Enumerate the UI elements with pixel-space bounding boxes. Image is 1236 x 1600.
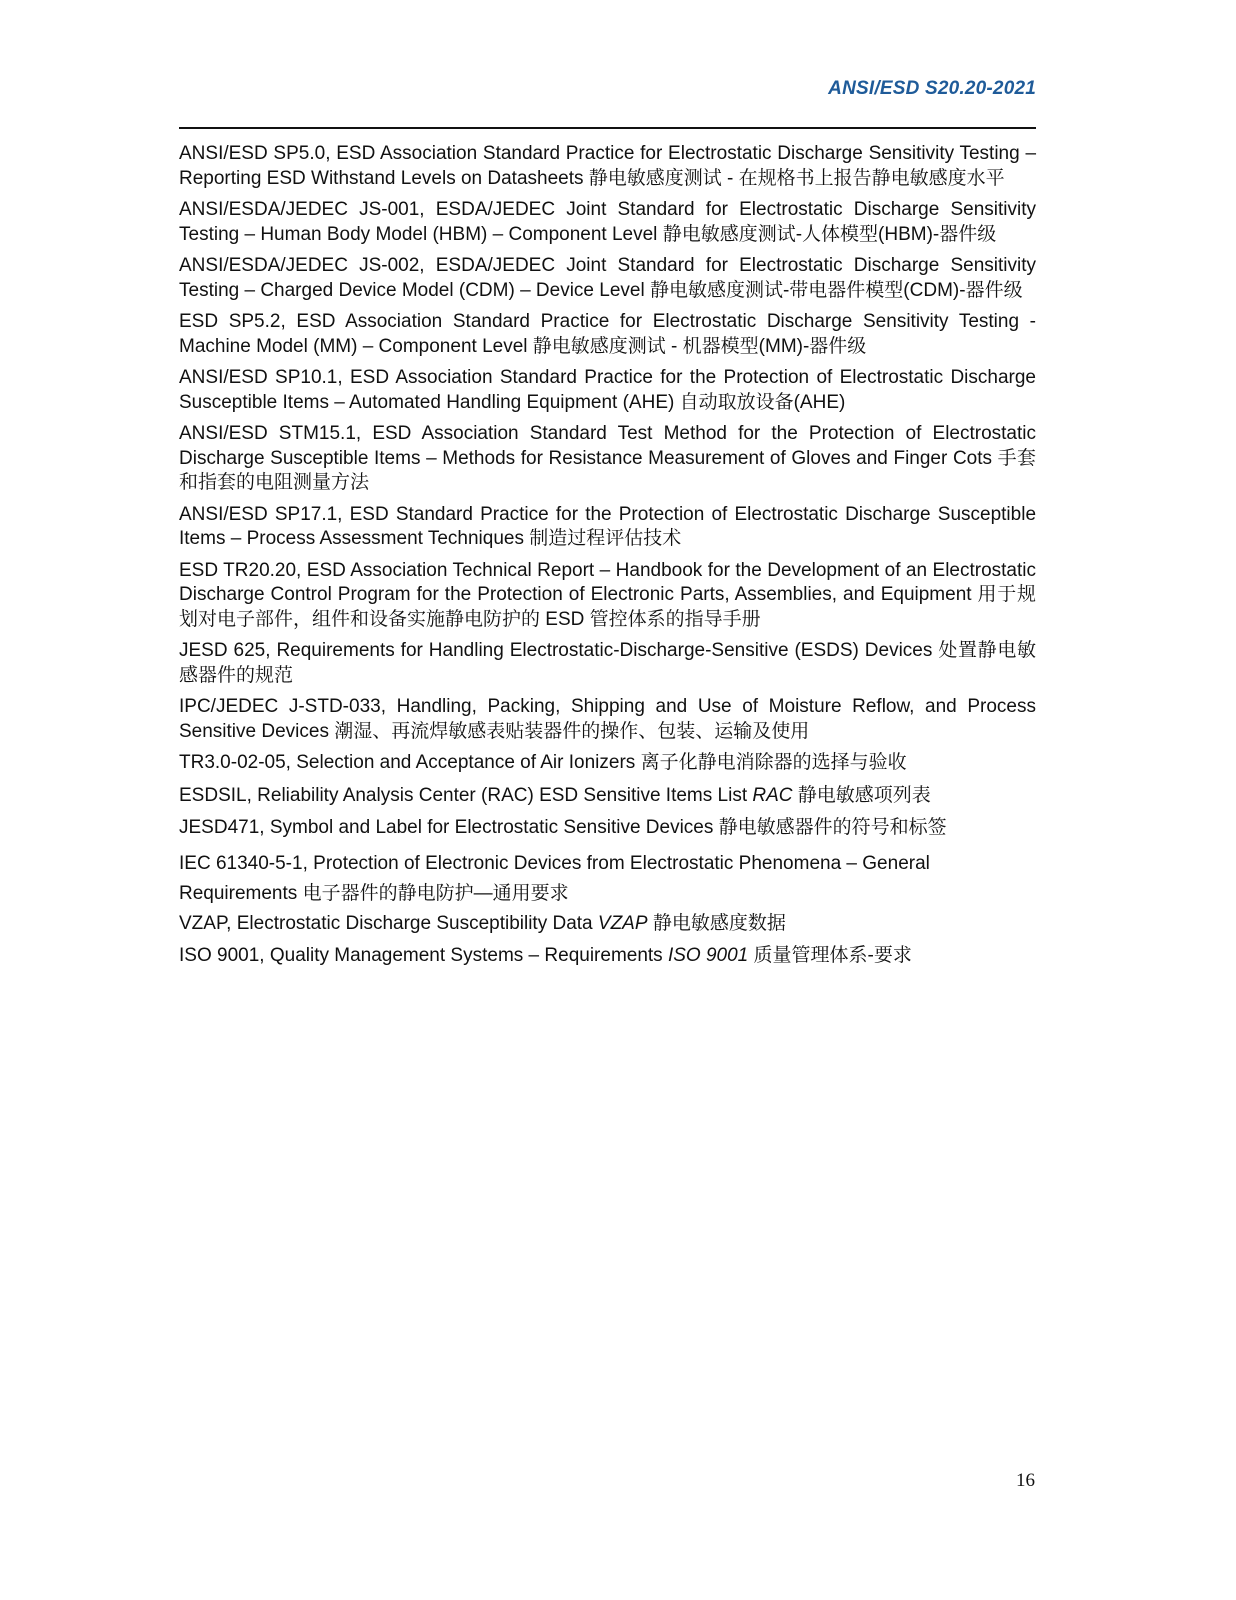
reference-title: Electrostatic Discharge Susceptibility Data <box>236 912 593 934</box>
reference-item <box>179 366 1036 415</box>
reference-code: ANSI/ESD STM15.1, <box>179 423 362 444</box>
reference-code: ANSI/ESDA/JEDEC JS-002, <box>179 255 425 276</box>
reference-item <box>179 816 1036 841</box>
reference-code: ANSI/ESD SP17.1, <box>179 503 343 525</box>
reference-title-chinese: 静电敏感度测试-人体模型(HBM)-器件级 <box>662 223 997 245</box>
reference-code: IEC 61340-5-1, <box>179 852 308 874</box>
reference-item <box>179 695 1036 744</box>
reference-list <box>179 142 1036 977</box>
reference-title: ESD Association Standard Practice for Electrostatic Discharge Sensitivity Testing - Machine Model (MM) – Component Level <box>179 311 1037 357</box>
reference-abbreviation: ISO 9001 <box>667 945 749 966</box>
reference-code: JESD 625, <box>179 640 271 661</box>
reference-title: ESDA/JEDEC Joint Standard for Electrostatic Discharge Sensitivity Testing – Charged Device Model (CDM) – Device Level <box>179 255 1036 301</box>
reference-title-chinese: 静电敏感度测试 - 在规格书上报告静电敏感度水平 <box>588 167 1005 189</box>
reference-title: Handling, Packing, Shipping and Use of Moisture Reflow, and Process Sensitive Devices <box>179 696 1036 742</box>
reference-title-chinese: 用于规划对电子部件，组件和设备实施静电防护的 ESD 管控体系的指导手册 <box>179 584 1036 630</box>
reference-code: ISO 9001, <box>179 945 265 966</box>
reference-item <box>179 198 1036 247</box>
reference-title-chinese: 静电敏感度数据 <box>652 912 786 934</box>
reference-item <box>179 503 1036 552</box>
reference-code: IPC/JEDEC J-STD-033, <box>179 696 386 717</box>
reference-title-chinese: 电子器件的静电防护—通用要求 <box>302 882 569 904</box>
reference-item <box>179 254 1036 303</box>
reference-title: Requirements for Handling Electrostatic-Discharge-Sensitive (ESDS) Devices <box>276 640 933 661</box>
reference-item <box>179 559 1036 633</box>
reference-item <box>179 142 1036 191</box>
reference-code: JESD471, <box>179 817 265 838</box>
reference-title-continued: Requirements <box>179 882 298 904</box>
reference-title: Quality Management Systems – Requirements <box>269 945 663 966</box>
reference-title-chinese: 手套和指套的电阻测量方法 <box>179 447 1036 493</box>
reference-title: Reliability Analysis Center (RAC) ESD Sensitive Items List <box>257 784 748 806</box>
reference-title: ESD Standard Practice for the Protection of Electrostatic Discharge Susceptible Items – Process Assessment Techniques <box>179 503 1037 549</box>
reference-abbreviation: RAC <box>752 784 793 806</box>
reference-title-chinese: 质量管理体系-要求 <box>753 945 912 966</box>
reference-title-chinese: 处置静电敏感器件的规范 <box>179 640 1037 686</box>
reference-title: Selection and Acceptance of Air Ionizers <box>296 752 636 773</box>
reference-item <box>179 944 1036 969</box>
reference-code: ANSI/ESD SP10.1, <box>179 367 343 388</box>
header-divider <box>179 127 1036 129</box>
reference-item <box>179 912 1036 937</box>
reference-item <box>179 784 1036 809</box>
reference-code: ESD SP5.2, <box>179 311 286 332</box>
reference-title-chinese: 离子化静电消除器的选择与验收 <box>640 752 907 773</box>
reference-item <box>179 849 1036 909</box>
reference-code: VZAP, <box>179 912 232 934</box>
reference-code: ESDSIL, <box>179 784 252 806</box>
reference-title-chinese: 静电敏感器件的符号和标签 <box>718 817 947 838</box>
reference-title-chinese: 潮湿、再流焊敏感表贴装器件的操作、包装、运输及使用 <box>334 720 810 742</box>
reference-item <box>179 751 1036 776</box>
reference-code: ANSI/ESD SP5.0, <box>179 143 331 164</box>
document-id-header: ANSI/ESD S20.20-2021 <box>828 78 1036 99</box>
reference-title: Symbol and Label for Electrostatic Sensitive Devices <box>269 817 714 838</box>
reference-title: ESD Association Technical Report – Handbook for the Development of an Electrostatic Discharge Control Program for the Protection of Electronic Parts, Assemblies, and Equipment <box>179 559 1036 605</box>
reference-abbreviation: VZAP <box>597 912 648 934</box>
reference-code: ESD TR20.20, <box>179 559 302 581</box>
reference-title-chinese: 自动取放设备(AHE) <box>679 391 846 413</box>
reference-item <box>179 639 1036 688</box>
reference-title-chinese: 静电敏感度测试-带电器件模型(CDM)-器件级 <box>649 279 1023 301</box>
reference-title-chinese: 静电敏感项列表 <box>797 784 931 806</box>
reference-title: Protection of Electronic Devices from Electrostatic Phenomena – General <box>313 852 930 874</box>
page-number: 16 <box>1016 1470 1035 1491</box>
reference-title-chinese: 制造过程评估技术 <box>529 528 682 549</box>
reference-code: TR3.0-02-05, <box>179 752 291 773</box>
reference-title: ESD Association Standard Practice for Electrostatic Discharge Sensitivity Testing – Reporting ESD Withstand Levels on Datasheets <box>179 143 1037 189</box>
reference-item <box>179 422 1036 496</box>
reference-item <box>179 310 1036 359</box>
reference-title: ESD Association Standard Test Method for the Protection of Electrostatic Discharge Susceptible Items – Methods for Resistance Measurement of Gloves and Finger Cots <box>179 423 1037 469</box>
reference-title-chinese: 静电敏感度测试 - 机器模型(MM)-器件级 <box>532 335 867 357</box>
reference-title: ESD Association Standard Practice for the Protection of Electrostatic Discharge Susceptible Items – Automated Handling Equipment (AHE) <box>179 367 1036 413</box>
reference-code: ANSI/ESDA/JEDEC JS-001, <box>179 199 425 220</box>
reference-title: ESDA/JEDEC Joint Standard for Electrostatic Discharge Sensitivity Testing – Human Body Model (HBM) – Component Level <box>179 199 1036 245</box>
